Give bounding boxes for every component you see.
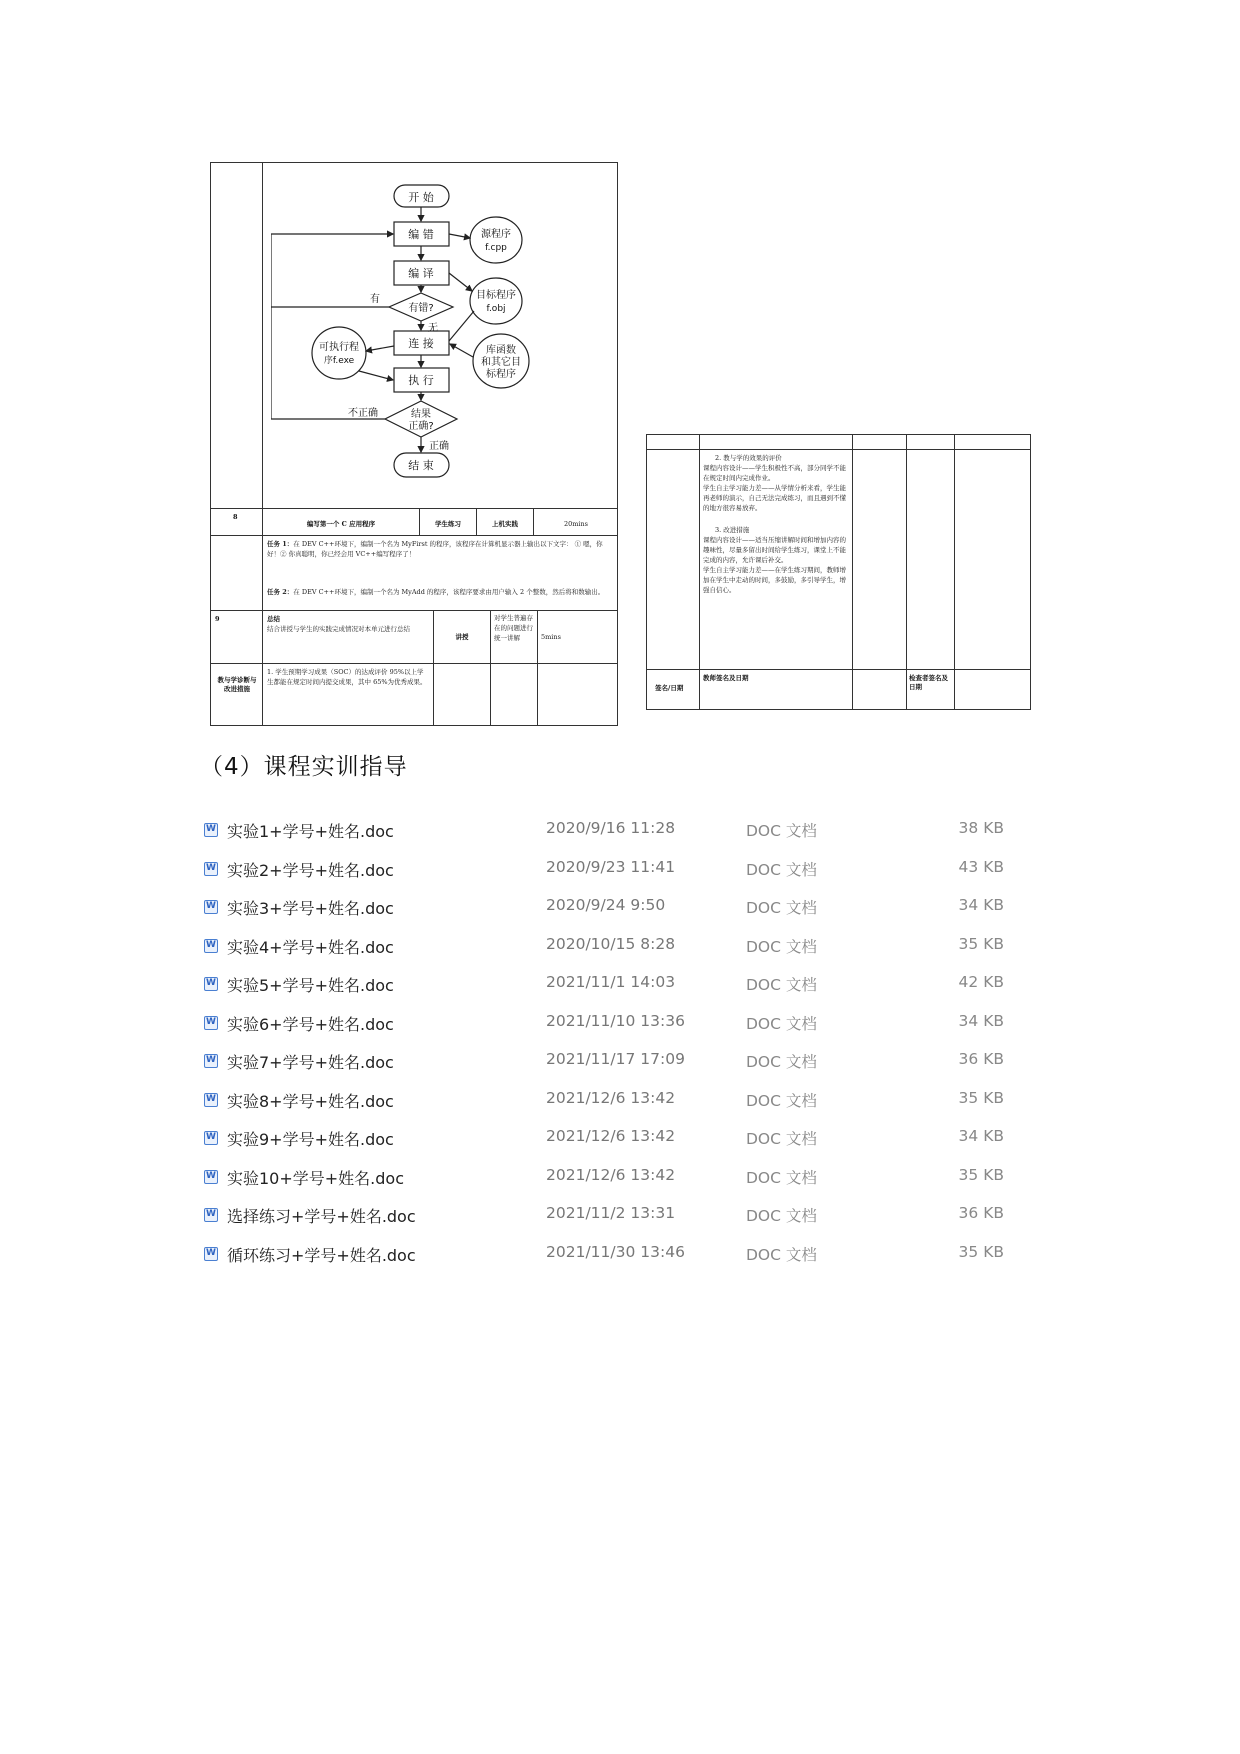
file-type: DOC 文档 — [746, 1014, 817, 1033]
file-type: DOC 文档 — [746, 1091, 817, 1110]
file-date: 2021/12/6 13:42 — [546, 1165, 676, 1184]
file-date: 2021/11/10 13:36 — [546, 1011, 685, 1030]
word-doc-icon: W — [204, 1208, 218, 1222]
source-ellipse — [470, 217, 522, 263]
file-row[interactable] — [200, 815, 1020, 854]
file-list — [200, 815, 1020, 1277]
no-label: 无 — [428, 323, 438, 334]
file-name[interactable]: 循环练习+学号+姓名.doc — [227, 1245, 416, 1265]
file-type: DOC 文档 — [746, 1168, 817, 1187]
word-doc-icon: W — [204, 1093, 218, 1107]
file-size: 38 KB — [958, 819, 1004, 837]
file-row[interactable] — [200, 1200, 1020, 1239]
eval-title: 2. 教与学的效果的评价 — [715, 454, 782, 462]
file-row[interactable] — [200, 892, 1020, 931]
source-label: 源程序 — [481, 229, 511, 240]
row8-time: 20mins — [563, 520, 589, 528]
file-name[interactable]: 实验2+学号+姓名.doc — [227, 860, 394, 880]
row8-number: 8 — [233, 513, 238, 521]
library-label-2: 和其它目 — [481, 357, 521, 368]
row9-text: 结合讲授与学生的实践完成情况对本单元进行总结 — [267, 625, 410, 633]
file-size: 36 KB — [958, 1050, 1004, 1068]
exe-file: 序f.exe — [323, 356, 355, 366]
file-row[interactable] — [200, 1162, 1020, 1201]
diagnosis-label: 教与学诊断与改进措施 — [217, 676, 257, 693]
file-size: 34 KB — [958, 1127, 1004, 1145]
error-label: 有错? — [408, 303, 434, 314]
correct-label: 正确 — [429, 441, 449, 452]
file-date: 2020/9/24 9:50 — [546, 896, 666, 914]
file-type: DOC 文档 — [746, 1245, 817, 1264]
file-type: DOC 文档 — [746, 860, 817, 879]
eval-para-2: 学生自主学习能力差——从学情分析来看，学生能再老师的演示，自己无法完成练习，而且遇到不懂的地方很容易放弃。 — [703, 484, 846, 512]
file-date: 2021/11/17 17:09 — [546, 1050, 685, 1068]
evaluation-table — [646, 434, 1031, 710]
diagnosis-text: 1. 学生预期学习成果（SOC）的达成评价 95%以上学生都能在规定时间内提交成果，其中 65%为优秀成果。 — [267, 668, 427, 686]
file-row[interactable] — [200, 931, 1020, 970]
file-row[interactable] — [200, 1123, 1020, 1162]
run-label: 执 行 — [408, 374, 434, 387]
link-label: 连 接 — [408, 337, 434, 350]
row9-title: 总结 — [267, 615, 280, 623]
file-size: 35 KB — [958, 1088, 1004, 1107]
compile-flowchart — [271, 181, 571, 491]
file-row[interactable] — [200, 1008, 1020, 1047]
word-doc-icon: W — [204, 1054, 218, 1068]
task1 — [267, 539, 612, 559]
result-label-1: 结果 — [411, 409, 431, 420]
file-date: 2021/11/1 14:03 — [546, 973, 676, 991]
end-label: 结 束 — [408, 459, 434, 472]
task2 — [267, 587, 612, 597]
row8-form: 上机实践 — [492, 520, 518, 528]
improve-para-2: 学生自主学习能力差——在学生练习期间，教师增加在学生中走动的时间，多鼓励，多引导学生，增强自信心。 — [703, 566, 846, 594]
row9-form: 对学生普遍存在的问题进行统一讲解 — [494, 614, 533, 642]
result-label-2: 正确? — [408, 421, 434, 432]
file-row[interactable] — [200, 1046, 1020, 1085]
word-doc-icon: W — [204, 939, 218, 953]
yes-label: 有 — [370, 294, 380, 305]
file-name[interactable]: 实验5+学号+姓名.doc — [227, 976, 394, 995]
file-type: DOC 文档 — [746, 1130, 817, 1148]
file-name[interactable]: 实验1+学号+姓名.doc — [227, 822, 394, 841]
word-doc-icon: W — [204, 1016, 218, 1030]
teacher-sign-label: 教师签名及日期 — [703, 674, 749, 682]
file-size: 42 KB — [958, 973, 1004, 991]
file-type: DOC 文档 — [746, 1053, 817, 1071]
sign-date-label: 签名/日期 — [655, 684, 684, 692]
object-label: 目标程序 — [476, 290, 516, 301]
task1-text: 在 DEV C++环境下，编制一个名为 MyFirst 的程序，该程序在计算机显示器上输出以下文字： ① 嗯，你好！② 你真聪明，你已经会用 VC++编写程序了！ — [267, 540, 603, 558]
row9-time: 5mins — [541, 633, 561, 641]
file-type: DOC 文档 — [746, 1207, 817, 1225]
file-date: 2020/9/23 11:41 — [546, 857, 676, 876]
word-doc-icon: W — [204, 900, 218, 914]
word-doc-icon: W — [204, 1247, 218, 1261]
compile-label: 编 译 — [408, 267, 434, 280]
file-type: DOC 文档 — [746, 976, 817, 994]
word-doc-icon: W — [204, 977, 218, 991]
word-doc-icon: W — [204, 1131, 218, 1145]
edit-label: 编 错 — [408, 228, 434, 241]
library-label-3: 标程序 — [486, 369, 516, 380]
file-size: 36 KB — [958, 1204, 1004, 1222]
source-file: f.cpp — [485, 243, 507, 253]
file-size: 43 KB — [958, 857, 1004, 876]
row8-method: 学生练习 — [435, 520, 461, 528]
task2-label: 任务 2： — [267, 588, 294, 596]
file-row[interactable] — [200, 969, 1020, 1008]
file-date: 2021/12/6 13:42 — [546, 1088, 676, 1107]
row9-method: 讲授 — [455, 633, 469, 641]
file-name[interactable]: 选择练习+学号+姓名.doc — [227, 1207, 416, 1226]
file-name[interactable]: 实验10+学号+姓名.doc — [227, 1168, 405, 1188]
file-type: DOC 文档 — [746, 899, 817, 917]
task1-label: 任务 1： — [267, 540, 294, 548]
file-date: 2020/10/15 8:28 — [546, 934, 676, 953]
improve-para-1: 课程内容设计——适当压缩讲解时间和增加内容的趣味性，尽量多留出时间给学生练习，课堂上不能完成的内容，允许课后补交。 — [703, 536, 846, 564]
file-type: DOC 文档 — [746, 822, 817, 840]
file-size: 35 KB — [958, 934, 1004, 953]
start-label: 开 始 — [408, 191, 434, 204]
file-name[interactable]: 实验7+学号+姓名.doc — [227, 1053, 394, 1072]
word-doc-icon: W — [204, 823, 218, 837]
eval-para-1: 课程内容设计——学生积极性不高，部分同学不能在规定时间内完成作业。 — [703, 464, 846, 482]
improve-title: 3. 改进措施 — [715, 526, 750, 534]
row9-number: 9 — [215, 615, 220, 623]
incorrect-label: 不正确 — [348, 408, 378, 419]
file-name[interactable]: 实验4+学号+姓名.doc — [227, 937, 394, 957]
file-row[interactable] — [200, 1085, 1020, 1124]
word-doc-icon: W — [204, 1170, 218, 1184]
section-heading: （4）课程实训指导 — [200, 754, 408, 780]
file-size: 35 KB — [958, 1242, 1004, 1261]
file-row[interactable] — [200, 1239, 1020, 1278]
word-doc-icon: W — [204, 862, 218, 876]
file-size: 35 KB — [958, 1165, 1004, 1184]
task2-text: 在 DEV C++环境下，编制一个名为 MyAdd 的程序，该程序要求由用户输入 2 个整数，然后将和数输出。 — [293, 588, 605, 596]
file-date: 2020/9/16 11:28 — [546, 819, 676, 837]
lesson-plan-table — [210, 162, 618, 726]
exe-ellipse — [312, 327, 366, 379]
object-file: f.obj — [486, 304, 506, 314]
file-size: 34 KB — [958, 896, 1004, 914]
library-label-1: 库函数 — [486, 345, 516, 356]
evaluation-text — [703, 453, 848, 595]
file-date: 2021/12/6 13:42 — [546, 1127, 676, 1145]
file-name[interactable]: 实验6+学号+姓名.doc — [227, 1014, 394, 1034]
file-name[interactable]: 实验3+学号+姓名.doc — [227, 899, 394, 918]
exe-label: 可执行程 — [319, 342, 359, 353]
file-date: 2021/11/2 13:31 — [546, 1204, 676, 1222]
file-date: 2021/11/30 13:46 — [546, 1242, 685, 1261]
file-name[interactable]: 实验8+学号+姓名.doc — [227, 1091, 394, 1111]
file-name[interactable]: 实验9+学号+姓名.doc — [227, 1130, 394, 1149]
file-type: DOC 文档 — [746, 937, 817, 956]
row8-title: 编写第一个 C 应用程序 — [306, 520, 376, 528]
file-size: 34 KB — [958, 1011, 1004, 1030]
file-row[interactable] — [200, 854, 1020, 893]
object-ellipse — [470, 278, 522, 324]
checker-sign-label: 检查者签名及日期 — [909, 674, 948, 691]
